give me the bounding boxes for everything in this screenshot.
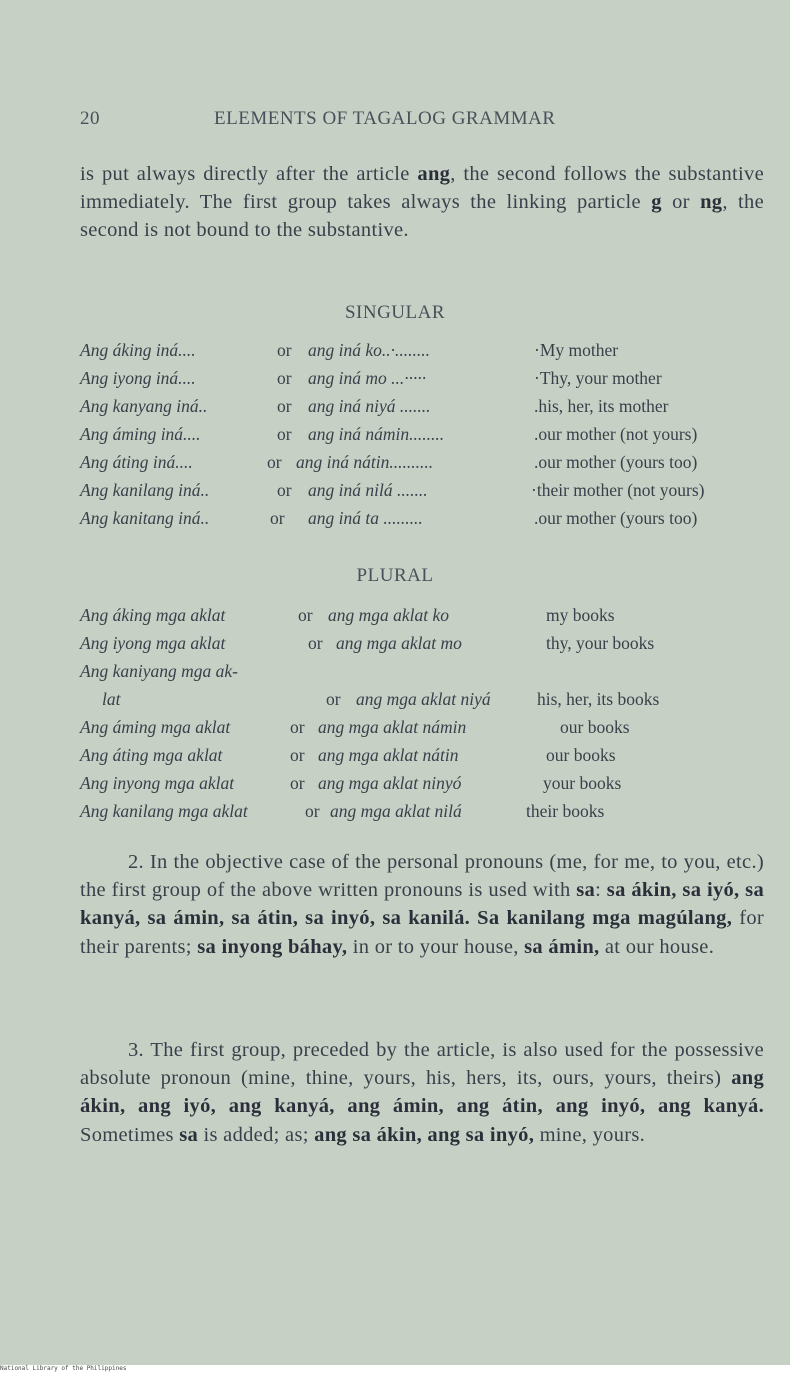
singular-meaning: ·Thy, your mother <box>534 368 662 388</box>
plural-or: or <box>326 689 341 709</box>
singular-form-a: Ang kanilang iná.. <box>80 480 210 500</box>
plural-form-a: Ang áting mga aklat <box>80 745 223 765</box>
para2-bold-1: sa <box>576 879 596 902</box>
intro-text-3: or <box>661 191 701 214</box>
singular-form-b: ang iná niyá ....... <box>308 396 431 416</box>
plural-form-b: ang mga aklat námin <box>318 717 467 737</box>
para3-text-4: mine, yours. <box>534 1123 646 1146</box>
plural-form-a: Ang áking mga aklat <box>80 605 226 625</box>
plural-form-a: Ang kanilang mga aklat <box>80 801 248 821</box>
singular-or: or <box>277 480 292 500</box>
page-header <box>80 108 760 136</box>
paragraph-objective-case <box>80 848 764 961</box>
plural-or: or <box>290 773 305 793</box>
library-credit: National Library of the Philippines <box>0 1365 790 1373</box>
plural-meaning: our books <box>546 745 616 765</box>
page-number: 20 <box>80 108 100 129</box>
running-title: ELEMENTS OF TAGALOG GRAMMAR <box>214 108 556 129</box>
singular-or: or <box>277 396 292 416</box>
plural-form-b: ang mga aklat ko <box>328 605 450 625</box>
para2-bold-4: sa ámin, <box>524 935 600 958</box>
plural-meaning: thy, your books <box>546 633 655 653</box>
plural-form-b: ang mga aklat niyá <box>356 689 491 709</box>
singular-meaning: ·My mother <box>534 340 619 360</box>
para2-bold-2: sa ákin, sa iyó, sa kanyá, sa ámin, sa átin, sa inyó, sa kanilá. Sa kanilang mga magúlang, <box>80 879 765 930</box>
intro-text-4: , the second is not bound to the substantive. <box>80 191 765 242</box>
plural-meaning: our books <box>560 717 630 737</box>
singular-form-b: ang iná ta ......... <box>308 508 423 528</box>
intro-text-1: is put always directly after the article <box>80 163 418 185</box>
para2-text-4: in or to your house, <box>347 935 525 958</box>
plural-meaning: his, her, its books <box>537 689 660 709</box>
plural-or: or <box>305 801 320 821</box>
plural-or: or <box>290 717 305 737</box>
para3-bold-3: ang sa ákin, ang sa inyó, <box>314 1123 535 1146</box>
singular-form-b: ang iná nilá ....... <box>308 480 428 500</box>
plural-meaning: your books <box>543 773 622 793</box>
singular-form-b: ang iná nátin.......... <box>296 452 434 472</box>
para3-text-2: Sometimes <box>80 1123 180 1146</box>
singular-form-a: Ang kanitang iná.. <box>80 508 210 528</box>
para3-text-1: 3. The first group, preceded by the article, is also used for the possessive absolute pronoun (mine, thine, yours, his, hers, its, ours, yours, theirs) <box>80 1039 764 1090</box>
singular-form-a: Ang áking iná.... <box>80 340 196 360</box>
singular-or: or <box>277 368 292 388</box>
singular-or: or <box>277 340 292 360</box>
plural-form-b: ang mga aklat mo <box>336 633 462 653</box>
plural-form-a: Ang kaniyang mga ak- <box>80 661 238 681</box>
plural-form-a: lat <box>102 689 121 709</box>
intro-bold-1: ang <box>417 163 451 185</box>
singular-form-b: ang iná ko..·........ <box>308 340 431 360</box>
plural-form-b: ang mga aklat nátin <box>318 745 459 765</box>
para3-bold-2: sa <box>179 1123 199 1146</box>
singular-meaning: ·their mother (not yours) <box>531 480 705 500</box>
plural-meaning: my books <box>546 605 615 625</box>
singular-form-a: Ang áming iná.... <box>80 424 201 444</box>
plural-form-a: Ang iyong mga aklat <box>80 633 226 653</box>
singular-meaning: .our mother (not yours) <box>534 424 698 444</box>
singular-meaning: .his, her, its mother <box>534 396 669 416</box>
para2-text-5: at our house. <box>599 935 715 958</box>
plural-form-a: Ang inyong mga aklat <box>80 773 235 793</box>
paragraph-possessive-absolute <box>80 1036 764 1149</box>
plural-form-b: ang mga aklat ninyó <box>318 773 462 793</box>
singular-heading: SINGULAR <box>344 302 446 323</box>
plural-form-b: ang mga aklat nilá <box>330 801 462 821</box>
para2-text-2: : <box>595 879 607 902</box>
singular-or: or <box>270 508 285 528</box>
intro-bold-2: g <box>651 191 662 214</box>
singular-or: or <box>267 452 282 472</box>
intro-text-2: , the second follows the substantive immediately. The first group takes always the linking particle <box>80 163 764 214</box>
singular-form-a: Ang áting iná.... <box>80 452 193 472</box>
para2-text-1: 2. In the objective case of the personal pronouns (me, for me, to you, etc.) the first group of the above written pronouns is used with <box>80 851 764 902</box>
intro-bold-3: ng <box>700 191 723 214</box>
plural-form-a: Ang áming mga aklat <box>80 717 231 737</box>
para3-text-3: is added; as; <box>198 1123 315 1146</box>
para3-bold-1: ang ákin, ang iyó, ang kanyá, ang ámin, ang átin, ang inyó, ang kanyá. <box>80 1067 764 1118</box>
singular-meaning: .our mother (yours too) <box>534 508 698 528</box>
singular-form-b: ang iná mo ...····· <box>308 368 427 388</box>
plural-heading: PLURAL <box>356 565 434 586</box>
para2-bold-3: sa inyong báhay, <box>197 935 348 958</box>
plural-or: or <box>298 605 313 625</box>
para2-text-3: for their parents; <box>80 907 765 958</box>
singular-form-b: ang iná námin........ <box>308 424 445 444</box>
singular-form-a: Ang kanyang iná.. <box>80 396 208 416</box>
plural-or: or <box>290 745 305 765</box>
singular-or: or <box>277 424 292 444</box>
plural-or: or <box>308 633 323 653</box>
singular-meaning: .our mother (yours too) <box>534 452 698 472</box>
singular-form-a: Ang iyong iná.... <box>80 368 196 388</box>
intro-paragraph <box>80 160 764 245</box>
plural-meaning: their books <box>526 801 605 821</box>
